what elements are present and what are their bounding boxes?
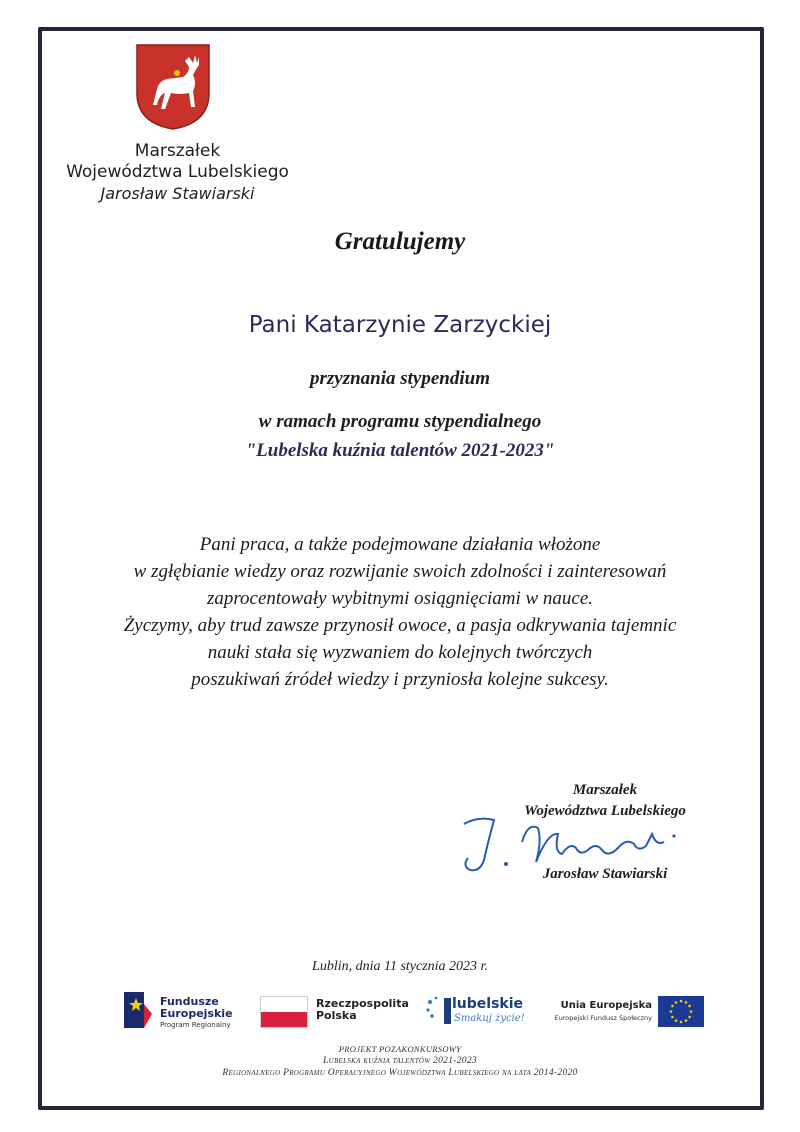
issuer-block bbox=[60, 141, 295, 205]
fundusze-europejskie-logo: Fundusze Europejskie Program Regionalny bbox=[124, 988, 244, 1038]
recipient-name: Pani Katarzynie Zarzyckiej bbox=[248, 312, 552, 338]
heading: Gratulujemy bbox=[334, 228, 466, 255]
program-name: "Lubelska kuźnia talentów 2021-2023" bbox=[245, 440, 555, 461]
body-line: Pani praca, a także podejmowane działania włożone bbox=[199, 534, 601, 555]
lubelskie-logo: lubelskie Smakuj życie! bbox=[420, 988, 530, 1038]
body-line: zaprocentowały wybitnymi osiągnięciami w nauce. bbox=[206, 588, 594, 609]
eu-flag-icon bbox=[658, 996, 704, 1027]
signatory-name: Jarosław Stawiarski bbox=[542, 866, 668, 882]
footer-project-name: Lubelska kuźnia talentów 2021-2023 bbox=[323, 1056, 477, 1066]
body-line: poszukiwań źródeł wiedzy i przyniosła kolejne sukcesy. bbox=[191, 669, 609, 690]
footer-project-type: PROJEKT POZAKONKURSOWY bbox=[338, 1044, 462, 1054]
award-line-1: przyznania stypendium bbox=[309, 368, 490, 389]
funding-logos bbox=[120, 988, 720, 1038]
polish-flag-icon bbox=[260, 996, 308, 1028]
congratulation-text bbox=[60, 531, 740, 693]
issuer-region: Województwa Lubelskiego bbox=[66, 162, 289, 182]
signatory-region: Województwa Lubelskiego bbox=[524, 803, 686, 819]
issue-date: Lublin, dnia 11 stycznia 2023 r. bbox=[312, 959, 488, 974]
unia-europejska-logo: Unia Europejska Europejski Fundusz Społeczny bbox=[552, 988, 712, 1038]
rzeczpospolita-polska-logo: Rzeczpospolita Polska bbox=[260, 988, 410, 1038]
body-line: Życzymy, aby trud zawsze przynosił owoce, a pasja odkrywania tajemnic bbox=[123, 615, 677, 636]
body-line: w zgłębianie wiedzy oraz rozwijanie swoich zdolności i zainteresowań bbox=[133, 561, 667, 582]
signatory-title: Marszałek bbox=[572, 782, 638, 798]
body-line: nauki stała się wyzwaniem do kolejnych twórczych bbox=[207, 642, 593, 663]
issuer-name: Jarosław Stawiarski bbox=[100, 184, 255, 203]
issuer-title: Marszałek bbox=[134, 141, 221, 161]
award-line-2: w ramach programu stypendialnego bbox=[258, 411, 542, 432]
fe-star-icon bbox=[124, 992, 154, 1028]
coat-of-arms-icon bbox=[135, 43, 211, 131]
footer-program: Regionalnego Programu Operacyjnego Województwa Lubelskiego na lata 2014-2020 bbox=[222, 1068, 578, 1078]
